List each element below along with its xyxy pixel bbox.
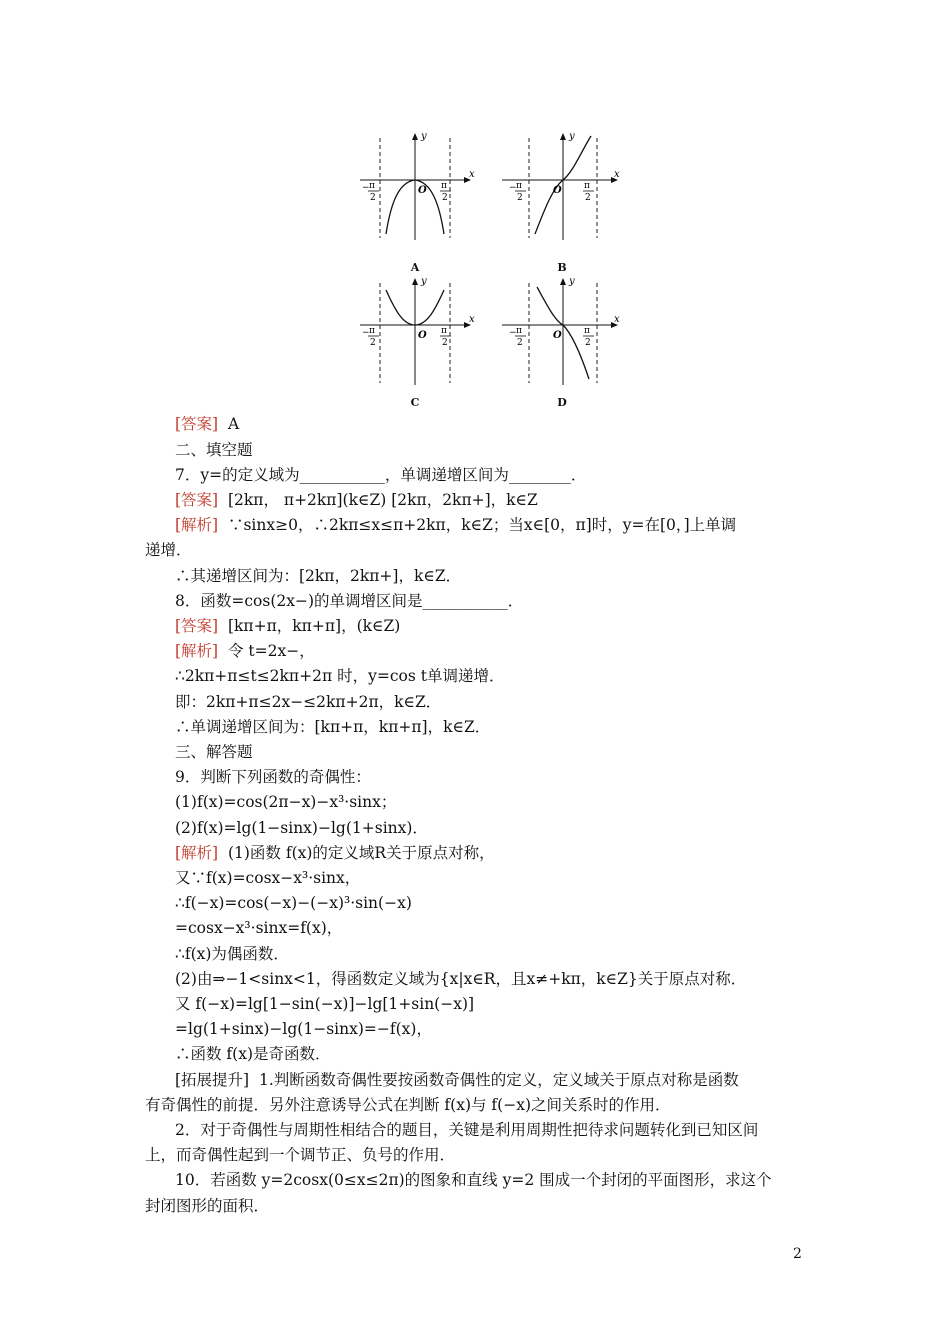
svg-text:y: y	[569, 276, 575, 287]
graph-caption-a: A	[410, 261, 420, 274]
svg-text:x: x	[469, 314, 475, 325]
analysis-9-line5: ∴f(x)为偶函数．	[175, 945, 289, 963]
graph-caption-c: C	[410, 396, 420, 409]
question-9-part1: (1)f(x)=cos(2π−x)−x³·sinx；	[175, 793, 397, 811]
analysis-8-line4: ∴单调递增区间为：[kπ+π，kπ+π]，k∈Z．	[175, 718, 491, 736]
svg-text:2: 2	[370, 193, 376, 203]
question-9: 9．判断下列函数的奇偶性：	[175, 768, 371, 786]
analysis-9-line2: 又∵f(x)=cosx−x³·sinx，	[175, 869, 361, 887]
question-8: 8．函数=cos(2x−)的单调增区间是___________．	[175, 592, 524, 610]
svg-text:O: O	[553, 330, 562, 341]
analysis-9: [解析] (1)函数 f(x)的定义域R关于原点对称，	[175, 844, 495, 862]
analysis-8-line3: 即：2kπ+π≤2x−≤2kπ+2π，k∈Z．	[175, 693, 442, 711]
svg-text:−: −	[509, 328, 517, 338]
analysis-9-line8: =lg(1+sinx)−lg(1−sinx)=−f(x)，	[175, 1020, 432, 1038]
y-axis-label: y	[421, 131, 427, 142]
answer-7: [答案] [2kπ， π+2kπ](k∈Z) [2kπ，2kπ+]，k∈Z	[175, 491, 538, 509]
section-3-heading: 三、解答题	[175, 743, 253, 761]
svg-text:2: 2	[442, 193, 448, 203]
graph-d	[497, 275, 622, 390]
svg-text:2: 2	[585, 338, 591, 348]
question-10-cont: 封闭图形的面积．	[145, 1197, 270, 1215]
answer-tag: [答案]	[175, 415, 219, 433]
extension-line1: [拓展提升] 1.判断函数奇偶性要按函数奇偶性的定义，定义域关于原点对称是函数	[175, 1071, 739, 1089]
analysis-9-line9: ∴函数 f(x)是奇函数．	[175, 1045, 331, 1063]
answer-8: [答案] [kπ+π，kπ+π]，(k∈Z)	[175, 617, 401, 635]
svg-text:π: π	[584, 181, 590, 191]
graph-b	[497, 130, 622, 245]
svg-text:O: O	[418, 330, 427, 341]
graph-c	[355, 275, 480, 390]
analysis-7-cont: 递增．	[145, 541, 192, 559]
svg-text:π: π	[369, 326, 375, 336]
svg-text:2: 2	[585, 193, 591, 203]
svg-text:2: 2	[517, 193, 523, 203]
svg-text:2: 2	[370, 338, 376, 348]
analysis-9-line6: (2)由⇒−1<sinx<1，得函数定义域为{x|x∈R，且x≠+kπ，k∈Z}关于原点对称．	[175, 970, 747, 988]
svg-text:y: y	[421, 276, 427, 287]
origin-label: O	[418, 185, 427, 196]
svg-text:π: π	[516, 326, 522, 336]
extension-line4: 上，而奇偶性起到一个调节正、负号的作用．	[145, 1146, 456, 1164]
svg-text:−: −	[362, 328, 370, 338]
answer-6: [答案] A	[175, 415, 240, 433]
svg-text:π: π	[441, 326, 447, 336]
svg-text:π: π	[369, 181, 375, 191]
question-7: 7．y=的定义域为___________，单调递增区间为________．	[175, 466, 587, 484]
svg-text:2: 2	[517, 338, 523, 348]
analysis-7: [解析] ∵sinx≥0，∴2kπ≤x≤π+2kπ，k∈Z；当x∈[0，π]时，y=在[0，]上单调	[175, 516, 737, 534]
extension-line3: 2．对于奇偶性与周期性相结合的题目，关键是利用周期性把待求问题转化到已知区间	[175, 1121, 759, 1139]
analysis-8: [解析] 令 t=2x−，	[175, 642, 315, 660]
section-2-heading: 二、填空题	[175, 441, 253, 459]
svg-text:−: −	[362, 183, 370, 193]
svg-text:−: −	[509, 183, 517, 193]
page-number: 2	[793, 1246, 802, 1262]
analysis-8-line2: ∴2kπ+π≤t≤2kπ+2π 时，y=cos t单调递增．	[175, 667, 505, 685]
question-10: 10．若函数 y=2cosx(0≤x≤2π)的图象和直线 y=2 围成一个封闭的平面图形，求这个	[175, 1171, 772, 1189]
analysis-9-line4: =cosx−x³·sinx=f(x)，	[175, 919, 343, 937]
analysis-9-line7: 又 f(−x)=lg[1−sin(−x)]−lg[1+sin(−x)]	[175, 995, 475, 1013]
extension-line2: 有奇偶性的前提．另外注意诱导公式在判断 f(x)与 f(−x)之间关系时的作用．	[145, 1096, 671, 1114]
graph-caption-b: B	[557, 261, 567, 274]
conclusion-7: ∴其递增区间为：[2kπ，2kπ+]，k∈Z．	[175, 567, 462, 585]
graph-a	[355, 130, 480, 245]
x-axis-label: x	[469, 169, 475, 180]
svg-text:x: x	[614, 169, 620, 180]
svg-text:y: y	[569, 131, 575, 142]
svg-text:O: O	[553, 185, 562, 196]
analysis-9-line3: ∴f(−x)=cos(−x)−(−x)³·sin(−x)	[175, 894, 412, 912]
graph-caption-d: D	[557, 396, 567, 409]
svg-text:2: 2	[442, 338, 448, 348]
question-9-part2: (2)f(x)=lg(1−sinx)−lg(1+sinx)．	[175, 819, 428, 837]
svg-text:π: π	[441, 181, 447, 191]
svg-text:x: x	[614, 314, 620, 325]
svg-text:π: π	[516, 181, 522, 191]
svg-text:π: π	[584, 326, 590, 336]
